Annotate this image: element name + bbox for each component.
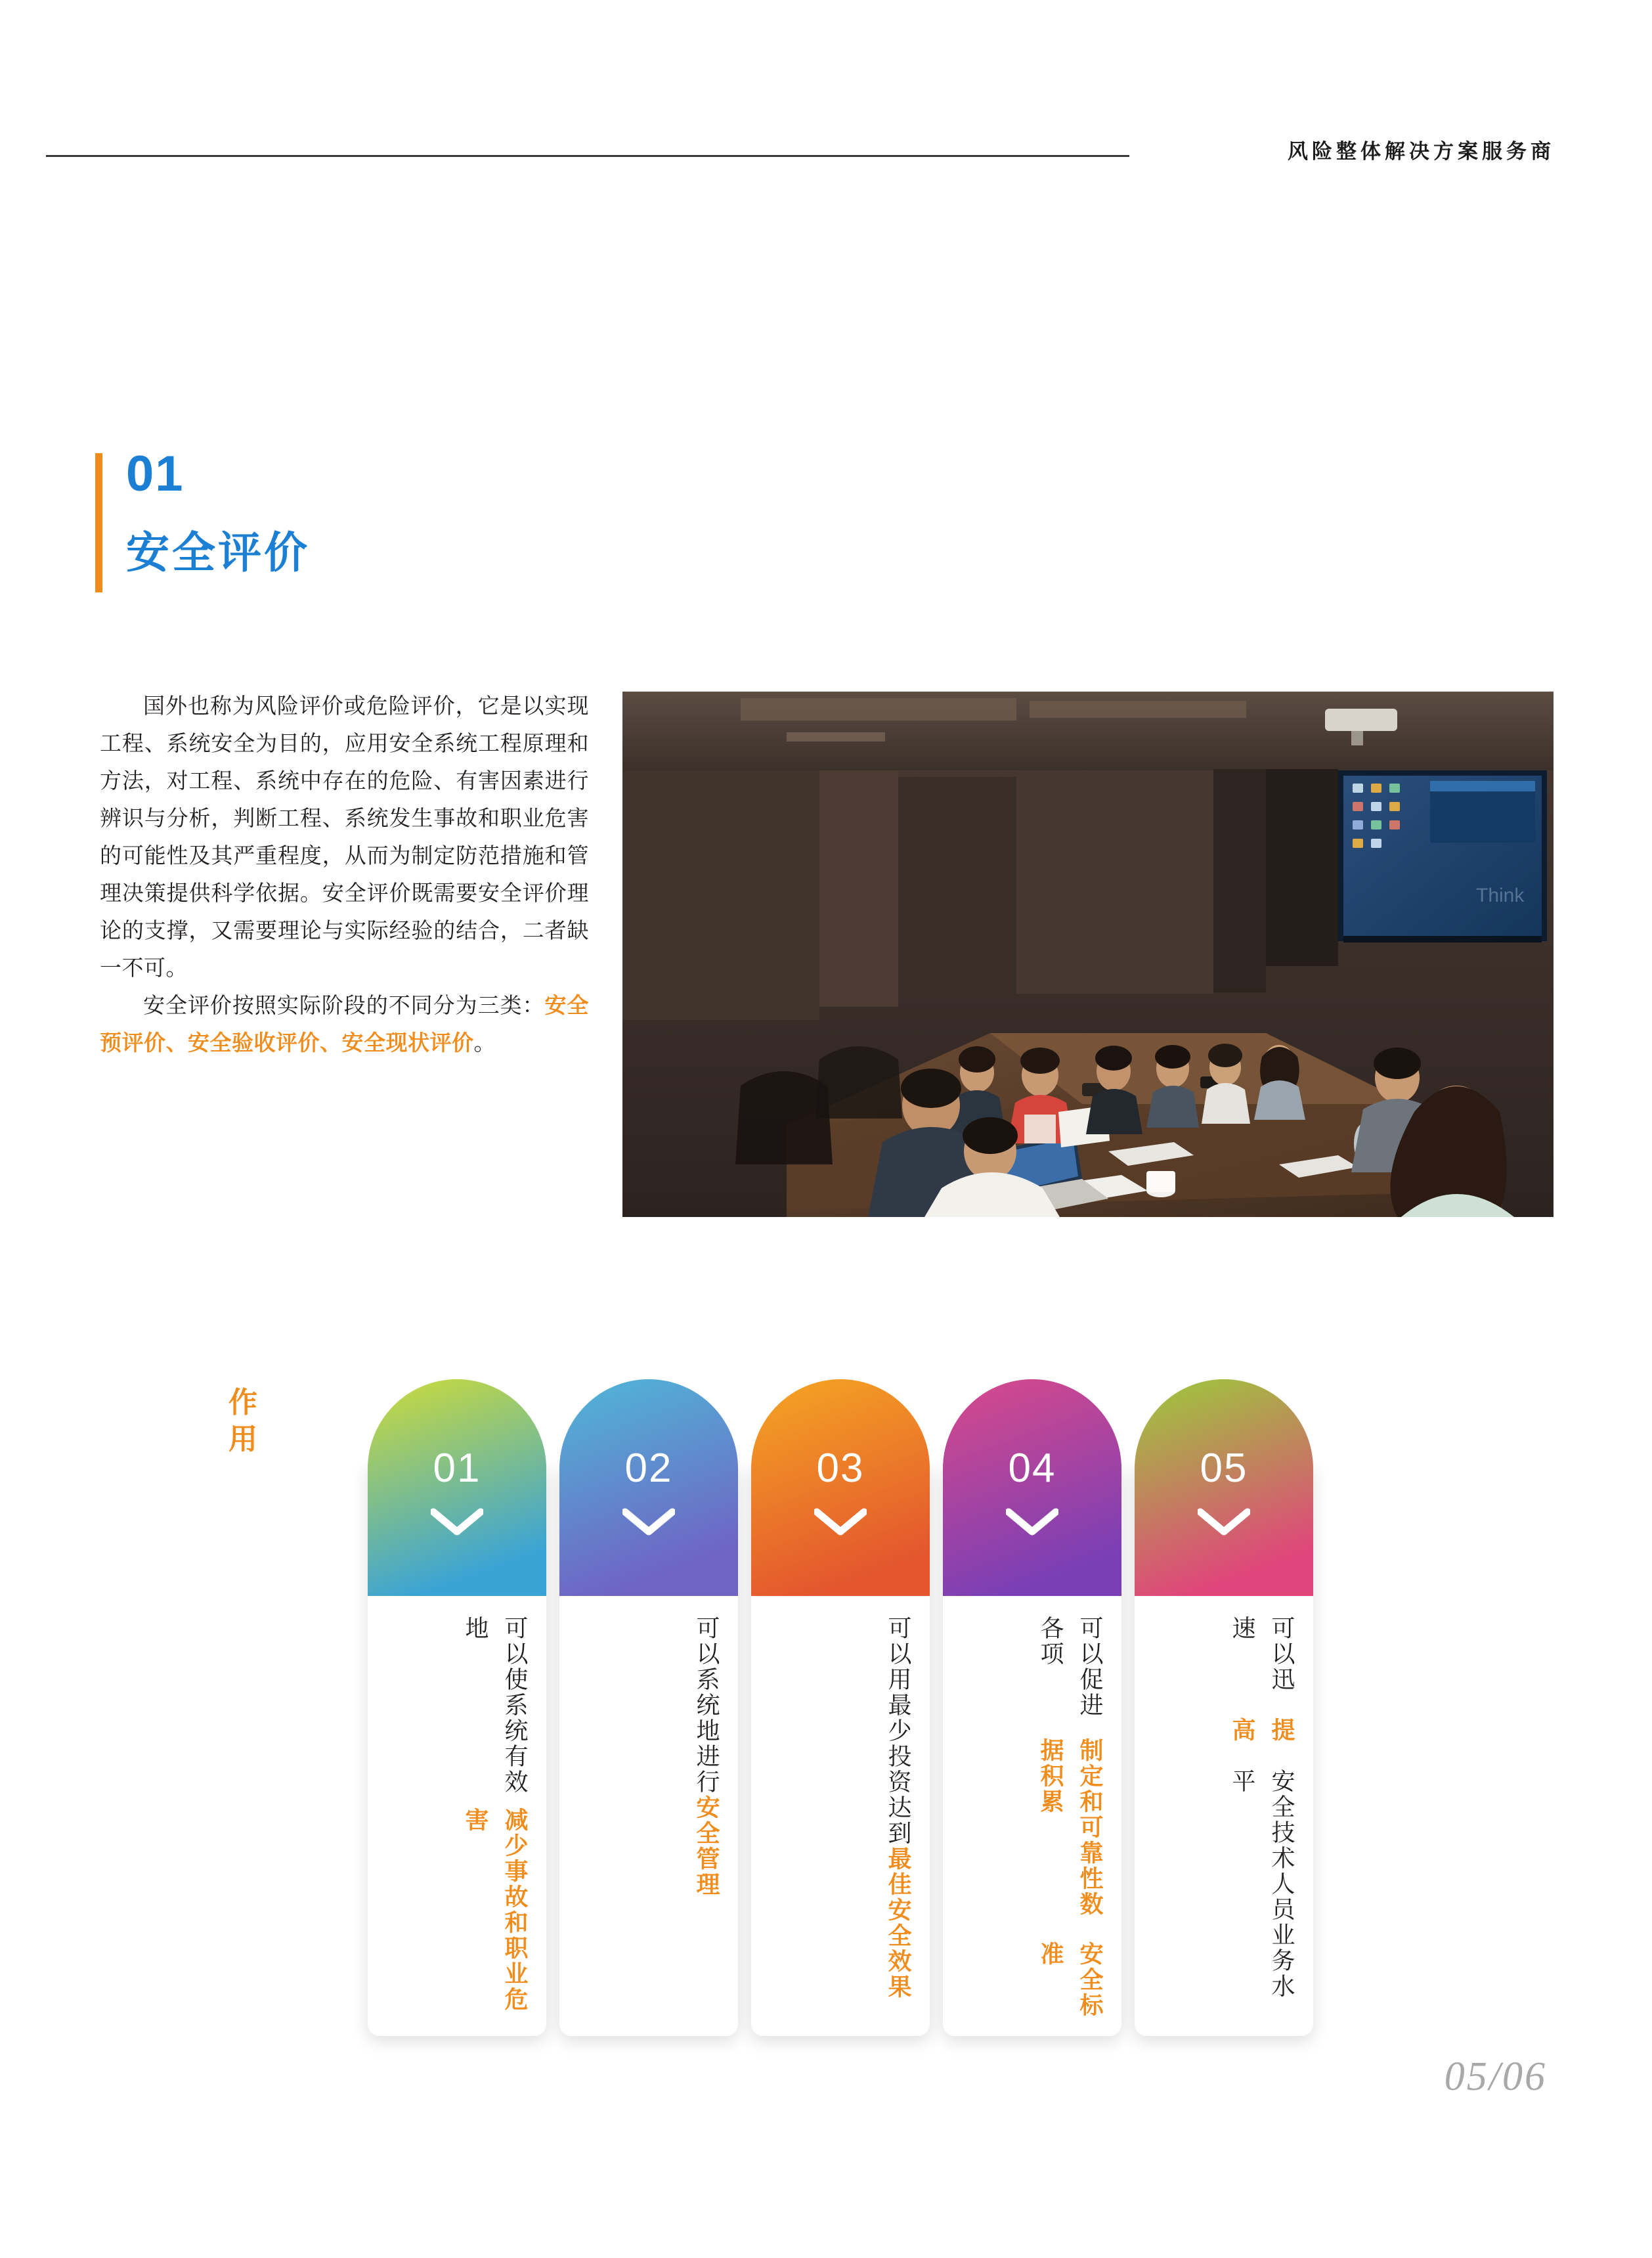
role-card-text <box>751 1616 930 2023</box>
role-card-text-seg-highlight: 安全管理 <box>693 1795 720 1897</box>
paragraph-2-lead: 安全评价按照实际阶段的不同分为三类： <box>143 993 545 1017</box>
role-card-text-seg: 可以系统地进行 <box>693 1616 720 1795</box>
role-card-number: 04 <box>1008 1446 1056 1491</box>
paragraph-1-text: 国外也称为风险评价或危险评价，它是以实现工程、系统安全为目的，应用安全系统工程原理和方法，对工程、系统中存在的危险、有害因素进行辨识与分析，判断工程、系统发生事故和职业危害的可能性及其严重程度，从而为制定防范措施和管理决策提供科学依据。安全评价既需要安全评价理论的支撑，又需要理论与实际经验的结合，二者缺一不可。 <box>100 694 589 980</box>
page-title: 安全评价 <box>126 528 310 577</box>
photo-illustration <box>622 692 1554 1217</box>
role-card-3[interactable] <box>751 1379 930 2036</box>
role-card-text-seg: 可以迅速 <box>1229 1616 1295 1693</box>
chevron-down-icon <box>814 1508 867 1538</box>
paragraph-2-highlight: 安全预评价、安全验收评价、安全现状评价 <box>100 993 590 1055</box>
role-card-4[interactable] <box>943 1379 1121 2036</box>
role-card-text-seg: 可以用最少投资达到 <box>885 1616 912 1846</box>
role-card-text-seg: 可以促进各项 <box>1037 1616 1104 1718</box>
role-card-text-seg-highlight: 减少事故和职业危害 <box>462 1807 529 2012</box>
role-card-number: 01 <box>433 1446 481 1491</box>
role-card-text-seg-highlight: 最佳安全效果 <box>885 1846 912 2000</box>
role-card-text <box>559 1616 738 2023</box>
role-card-text <box>368 1616 546 2023</box>
roles-card-list <box>368 1379 1313 2036</box>
chevron-down-icon <box>431 1508 483 1538</box>
body-text <box>100 687 589 1061</box>
role-card-text-seg-highlight: 提高 <box>1229 1717 1295 1743</box>
section-accent-bar <box>95 453 102 592</box>
paragraph-1 <box>100 687 589 986</box>
header-rule-left <box>46 155 1090 157</box>
header-title: 风险整体解决方案服务商 <box>1288 140 1555 163</box>
paragraph-2-tail: 。 <box>473 1030 496 1055</box>
role-card-1[interactable] <box>368 1379 546 2036</box>
paragraph-2 <box>100 986 589 1061</box>
role-card-number: 03 <box>816 1446 865 1491</box>
role-card-text-seg-highlight: 制定和可靠性数据积累 <box>1037 1738 1104 1917</box>
role-card-text <box>943 1616 1121 2023</box>
role-card-number: 05 <box>1200 1446 1248 1491</box>
role-card-text <box>1135 1616 1313 2023</box>
page-number: 05/06 <box>1444 2054 1547 2099</box>
role-card-text-seg-2: 安全技术人员业务水平 <box>1229 1768 1295 1999</box>
section-number: 01 <box>126 446 185 502</box>
role-card-5[interactable] <box>1135 1379 1313 2036</box>
meeting-room-photo <box>622 692 1554 1217</box>
chevron-down-icon <box>622 1508 675 1538</box>
role-card-2[interactable] <box>559 1379 738 2036</box>
role-card-number: 02 <box>624 1446 673 1491</box>
header-rule-right <box>1090 155 1129 157</box>
chevron-down-icon <box>1198 1508 1250 1538</box>
role-card-text-seg-highlight-2: 安全标准 <box>1037 1941 1104 2018</box>
chevron-down-icon <box>1006 1508 1058 1538</box>
roles-label: 作用 <box>228 1386 259 1455</box>
svg-text:Think: Think <box>1476 885 1525 906</box>
role-card-text-seg: 可以使系统有效地 <box>462 1616 529 1795</box>
